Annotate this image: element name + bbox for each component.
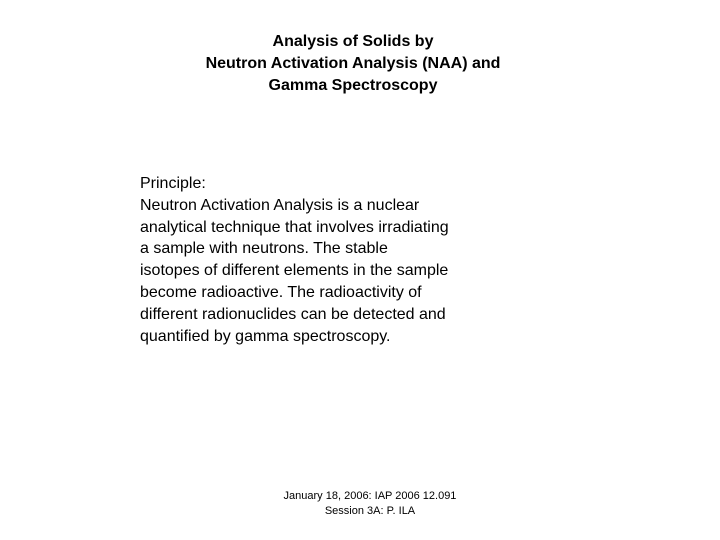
slide-footer [220, 489, 520, 519]
slide-title-line-1: Analysis of Solids by [272, 33, 434, 50]
slide-body [140, 173, 510, 347]
body-line-6: different radionuclides can be detected and [140, 305, 446, 323]
slide-title [100, 31, 606, 97]
slide-title-line-2: Neutron Activation Analysis (NAA) and [205, 55, 501, 72]
footer-date-course: January 18, 2006: IAP 2006 12.091 [283, 490, 457, 502]
body-line-4: isotopes of different elements in the sample [140, 262, 449, 280]
body-line-3: a sample with neutrons. The stable [140, 240, 388, 258]
body-line-5: become radioactive. The radioactivity of [140, 283, 422, 301]
body-line-7: quantified by gamma spectroscopy. [140, 327, 391, 345]
body-heading-principle: Principle: [140, 175, 206, 192]
body-line-2: analytical technique that involves irradiating [140, 218, 449, 236]
body-line-1: Neutron Activation Analysis is a nuclear [140, 196, 420, 214]
slide-title-line-3: Gamma Spectroscopy [268, 77, 438, 94]
footer-session: Session 3A: P. ILA [324, 505, 416, 517]
